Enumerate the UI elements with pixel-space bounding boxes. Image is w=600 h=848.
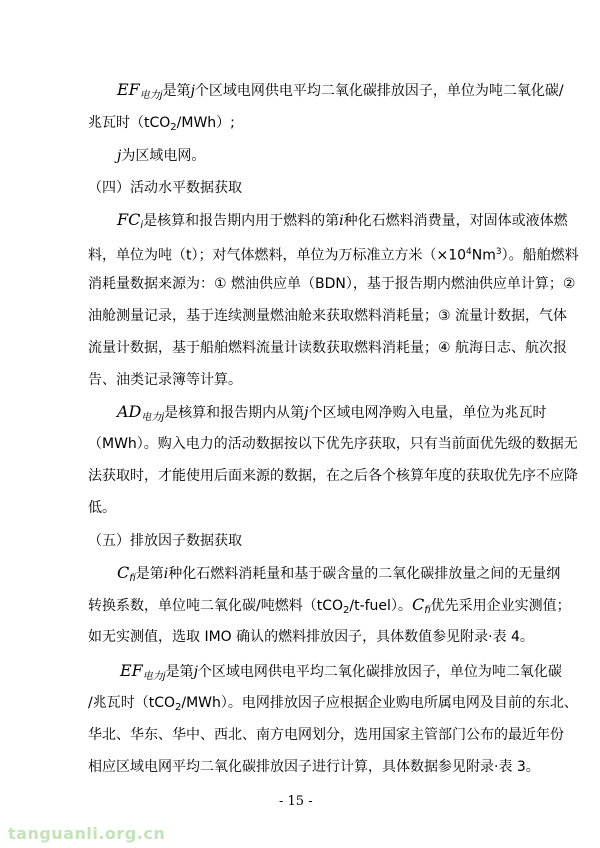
site-watermark: tanguanli.org.cn — [8, 824, 166, 843]
ef-text-cont: 个区域电网供电平均二氧化碳排放因子，单位为吨二氧化碳/ — [194, 83, 564, 99]
fc-definition-line-5: 流量计数据，基于船舶燃料流量计读数获取燃料消耗量；④ 航海日志、航次报 — [88, 340, 567, 356]
fc-definition-line-4: 油舱测量记录，基于连续测量燃油舱来获取燃料消耗量；③ 流量计数据，气体 — [88, 308, 567, 324]
ef-grid-factor-line-4: 相应区域电网平均二氧化碳排放因子进行计算，具体数据参见附录·表 3。 — [88, 759, 540, 775]
cf-symbol: C — [117, 563, 130, 582]
ef-electricity-definition-line-2: 兆瓦时（tCO$_2$/MWh）; — [88, 115, 235, 133]
cf-definition-line-1: $C_{fi}$是第i种化石燃料消耗量和基于碳含量的二氧化碳排放量之间的无量纲 — [117, 563, 561, 584]
section-heading-activity-data: （四）活动水平数据获取 — [88, 180, 242, 196]
ef-symbol: EF — [120, 661, 143, 680]
ef-grid-factor-line-1: $EF_{电力j}$是第j个区域电网供电平均二氧化碳排放因子，单位为吨二氧化碳 — [120, 661, 562, 682]
ef-symbol: EF — [117, 80, 140, 99]
ad-definition-line-2: （MWh）。购入电力的活动数据按以下优先序获取，只有当前面优先级的数据无 — [88, 436, 578, 452]
ef-grid-factor-line-3: 华北、华东、华中、西北、南方电网划分，选用国家主管部门公布的最近年份 — [88, 727, 564, 743]
fc-definition-line-3: 消耗量数据来源为：① 燃油供应单（BDN），基于报告期内燃油供应单计算；② — [88, 276, 576, 292]
ad-definition-line-4: 低。 — [88, 500, 116, 516]
cf-definition-line-2: 转换系数，单位吨二氧化碳/吨燃料（tCO$_2$/t-fuel）。$C_{fi}$优先采用企业实测值； — [88, 595, 571, 616]
fc-definition-line-2: 料，单位为吨（t）；对气体燃料，单位为万标准立方米$(\times 10^4Nm^3)$。船舶燃料 — [88, 247, 579, 264]
page-number: - 15 - — [279, 794, 313, 809]
ef-grid-factor-line-2: /兆瓦时（tCO$_2$/MWh）。电网排放因子应根据企业购电所属电网及目前的东北、 — [88, 695, 578, 713]
index-j: j — [190, 83, 195, 99]
fc-definition-line-1: $FC_i$是核算和报告期内用于燃料的第i种化石燃料消费量，对固体或液体燃 — [117, 210, 568, 231]
ad-definition-line-1: $AD_{电力j}$是核算和报告期内从第j个区域电网净购入电量，单位为兆瓦时 — [117, 402, 547, 423]
ef-text: 是第 — [162, 83, 191, 99]
ad-definition-line-3: 法获取时，才能使用后面来源的数据，在之后各个核算年度的获取优先序不应降 — [88, 468, 578, 484]
ad-symbol: AD — [117, 402, 142, 421]
index-j: j — [117, 148, 122, 164]
fc-definition-line-6: 告、油类记录簿等计算。 — [88, 372, 242, 388]
ef-subscript: 电力j — [139, 90, 163, 101]
cf-definition-line-3: 如无实测值，选取 IMO 确认的燃料排放因子，具体数值参见附录·表 4。 — [88, 629, 534, 645]
section-heading-emission-factor: （五）排放因子数据获取 — [88, 533, 242, 549]
ef-electricity-definition-line-1 — [117, 80, 564, 106]
j-definition: j为区域电网。 — [117, 148, 206, 164]
fc-symbol: FC — [117, 210, 141, 229]
